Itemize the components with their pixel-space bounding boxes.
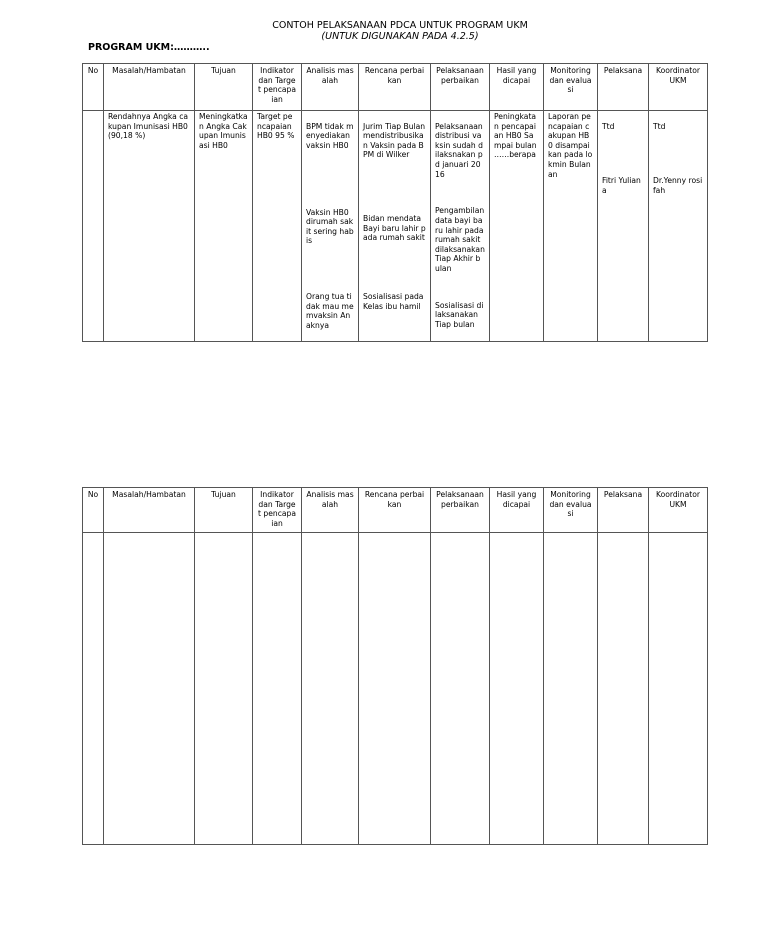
- cell-hasil: Peningkatan pencapaian HB0 Sampai bulan ……berapa: [490, 111, 544, 342]
- pelaksanaan-item: Sosialisasi dilaksanakan Tiap bulan: [435, 300, 484, 329]
- header-rencana: Rencana perbaikan: [359, 488, 431, 533]
- rencana-item: Sosialisasi pada Kelas ibu hamil: [363, 292, 424, 311]
- cell-empty: [649, 533, 708, 845]
- header-pelaksanaan: Pelaksanaan perbaikan: [431, 64, 490, 111]
- table-header-row: [83, 64, 708, 111]
- cell-empty: [83, 533, 104, 845]
- cell-pelaksana: [598, 111, 649, 342]
- cell-rencana: [359, 111, 431, 342]
- rencana-item: Bidan mendata Bayi baru lahir pada rumah sakit: [363, 214, 426, 243]
- rencana-item: Jurim Tiap Bulan mendistribusikan Vaksin pada BPM di Wilker: [363, 121, 426, 160]
- header-no: No: [83, 488, 104, 533]
- pelaksanaan-item: Pengambilan data bayi baru lahir pada rumah sakit dilaksanakan Tiap Akhir bulan: [435, 206, 485, 273]
- cell-empty: [598, 533, 649, 845]
- cell-empty: [431, 533, 490, 845]
- koordinator-signature: Ttd: [653, 121, 666, 131]
- header-analisis: Analisis masalah: [302, 488, 359, 533]
- pelaksana-signature: Ttd: [602, 121, 615, 131]
- pdca-table-blank: [82, 487, 708, 845]
- cell-monitoring: Laporan pencapaian cakupan HB0 disampaikan pada lokmin Bulanan: [544, 111, 598, 342]
- header-indikator: Indikator dan Target pencapaian: [253, 488, 302, 533]
- cell-empty: [302, 533, 359, 845]
- pelaksana-name: Fitri Yuliana: [602, 176, 641, 195]
- document-subtitle: (UNTUK DIGUNAKAN PADA 4.2.5): [321, 31, 479, 42]
- cell-indikator: Target pencapaian HB0 95 %: [253, 111, 302, 342]
- header-tujuan: Tujuan: [195, 488, 253, 533]
- header-koordinator: Koordinator UKM: [649, 64, 708, 111]
- header-koordinator: Koordinator UKM: [649, 488, 708, 533]
- header-hasil: Hasil yang dicapai: [490, 64, 544, 111]
- header-masalah: Masalah/Hambatan: [104, 64, 195, 111]
- analisis-item: BPM tidak menyediakan vaksin HB0: [306, 121, 354, 150]
- header-pelaksana: Pelaksana: [598, 64, 649, 111]
- header-pelaksanaan: Pelaksanaan perbaikan: [431, 488, 490, 533]
- table-row-empty: [83, 533, 708, 845]
- header-indikator: Indikator dan Target pencapaian: [253, 64, 302, 111]
- koordinator-name: Dr.Yenny rosifah: [653, 176, 703, 195]
- header-pelaksana: Pelaksana: [598, 488, 649, 533]
- program-label: PROGRAM UKM:………..: [88, 42, 210, 53]
- cell-empty: [104, 533, 195, 845]
- header-tujuan: Tujuan: [195, 64, 253, 111]
- cell-no: [83, 111, 104, 342]
- cell-empty: [490, 533, 544, 845]
- cell-empty: [195, 533, 253, 845]
- document-title: CONTOH PELAKSANAAN PDCA UNTUK PROGRAM UKM: [272, 20, 528, 31]
- table-header-row: [83, 488, 708, 533]
- analisis-item: Orang tua tidak mau memvaksin Anaknya: [306, 292, 354, 330]
- header-masalah: Masalah/Hambatan: [104, 488, 195, 533]
- cell-empty: [544, 533, 598, 845]
- header-hasil: Hasil yang dicapai: [490, 488, 544, 533]
- analisis-item: Vaksin HB0 dirumah sakit sering habis: [306, 207, 354, 246]
- cell-masalah: Rendahnya Angka cakupan Imunisasi HB0 (90,18 %): [104, 111, 195, 342]
- cell-analisis: [302, 111, 359, 342]
- cell-pelaksanaan: [431, 111, 490, 342]
- pdca-table-filled: [82, 63, 708, 342]
- table-row: [83, 111, 708, 342]
- pelaksanaan-item: Pelaksanaan distribusi vaksin sudah dilaksnakan pd januari 2016: [435, 121, 483, 179]
- cell-empty: [253, 533, 302, 845]
- header-analisis: Analisis masalah: [302, 64, 359, 111]
- header-monitoring: Monitoring dan evaluasi: [544, 64, 598, 111]
- cell-tujuan: Meningkatkan Angka Cakupan Imunisasi HB0: [195, 111, 253, 342]
- cell-koordinator: [649, 111, 708, 342]
- header-no: No: [83, 64, 104, 111]
- cell-empty: [359, 533, 431, 845]
- header-monitoring: Monitoring dan evaluasi: [544, 488, 598, 533]
- header-rencana: Rencana perbaikan: [359, 64, 431, 111]
